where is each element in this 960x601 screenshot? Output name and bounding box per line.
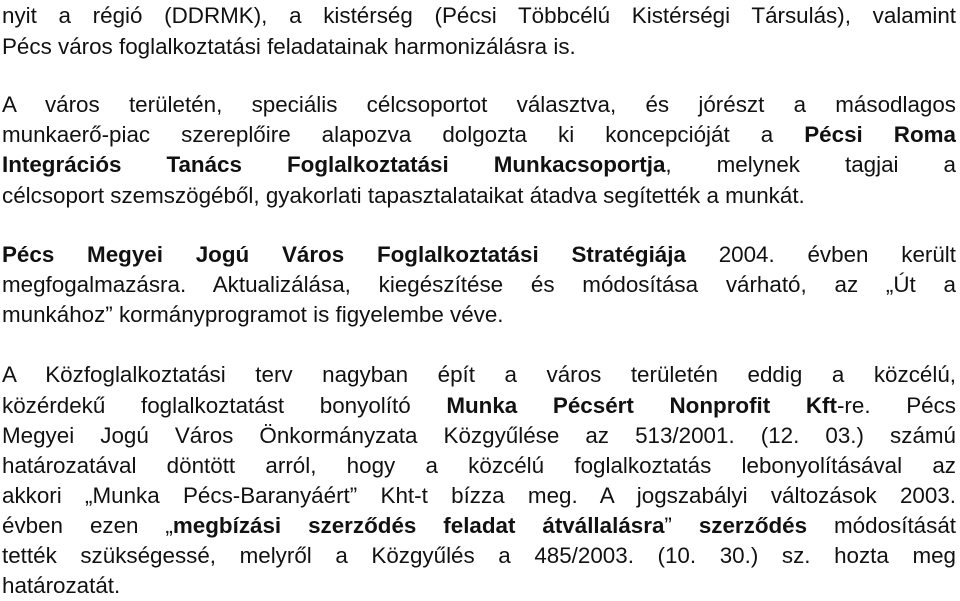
text-line: [2, 450, 956, 481]
text-segment: munkához” kormányprogramot is figyelembe véve.: [2, 302, 504, 327]
text-segment: megfogalmazásra. Aktualizálása, kiegészítése és módosítása várható, az „Út a: [2, 272, 956, 297]
text-line: [2, 420, 956, 451]
text-line: [2, 239, 956, 270]
text-line: [2, 570, 956, 601]
text-line: [2, 119, 956, 150]
text-segment: munkaerő-piac szereplőire alapozva dolgozta ki koncepcióját a: [2, 122, 805, 147]
text-segment-bold: Pécsi Roma: [804, 122, 956, 147]
text-line: [2, 390, 956, 421]
text-segment-bold: Munka Pécsért Nonprofit Kft: [446, 393, 837, 418]
text-segment-bold: Integrációs Tanács Foglalkoztatási Munkacsoportja: [2, 152, 666, 177]
text-segment: közérdekű foglalkoztatást bonyolító: [2, 393, 447, 418]
text-segment: évben ezen „: [2, 513, 173, 538]
text-line: [2, 180, 956, 211]
text-line: [2, 0, 956, 31]
text-segment: célcsoport szemszögéből, gyakorlati tapasztalataikat átadva segítették a munkát.: [2, 183, 805, 208]
text-line: [2, 149, 956, 180]
text-segment: A város területén, speciális célcsoportot választva, és jórészt a másodlagos: [2, 92, 956, 117]
text-line: [2, 299, 956, 330]
text-segment: 2004. évben került: [685, 242, 956, 267]
text-segment: , melynek tagjai a: [665, 152, 956, 177]
text-segment: Pécs város foglalkoztatási feladatainak harmonizálásra is.: [2, 34, 576, 59]
text-segment: módosítását: [807, 513, 956, 538]
text-line: [2, 510, 956, 541]
text-line: [2, 31, 956, 62]
text-line: [2, 359, 956, 390]
text-segment: határozatával döntött arról, hogy a közcélú foglalkoztatás lebonyolításával az: [2, 453, 956, 478]
text-line: [2, 269, 956, 300]
text-segment: ”: [664, 513, 699, 538]
text-segment: akkori „Munka Pécs-Baranyáért” Kht-t bízza meg. A jogszabályi változások 2003.: [2, 483, 956, 508]
text-segment: A Közfoglalkoztatási terv nagyban épít a város területén eddig a közcélú,: [2, 362, 956, 387]
text-segment: nyit a régió (DDRMK), a kistérség (Pécsi Többcélú Kistérségi Társulás), valamint: [2, 3, 956, 28]
text-segment-bold: szerződés: [698, 513, 808, 538]
text-segment: Megyei Jogú Város Önkormányzata Közgyűlése az 513/2001. (12. 03.) számú: [2, 423, 956, 448]
text-line: [2, 480, 956, 511]
text-segment: tették szükségessé, melyről a Közgyűlés a 485/2003. (10. 30.) sz. hozta meg: [2, 543, 956, 568]
text-segment-bold: Pécs Megyei Jogú Város Foglalkoztatási Stratégiája: [2, 242, 686, 267]
text-line: [2, 540, 956, 571]
text-segment: határozatát.: [2, 573, 121, 598]
text-line: [2, 89, 956, 120]
text-segment: -re. Pécs: [836, 393, 956, 418]
text-segment-bold: megbízási szerződés feladat átvállalásra: [172, 513, 665, 538]
